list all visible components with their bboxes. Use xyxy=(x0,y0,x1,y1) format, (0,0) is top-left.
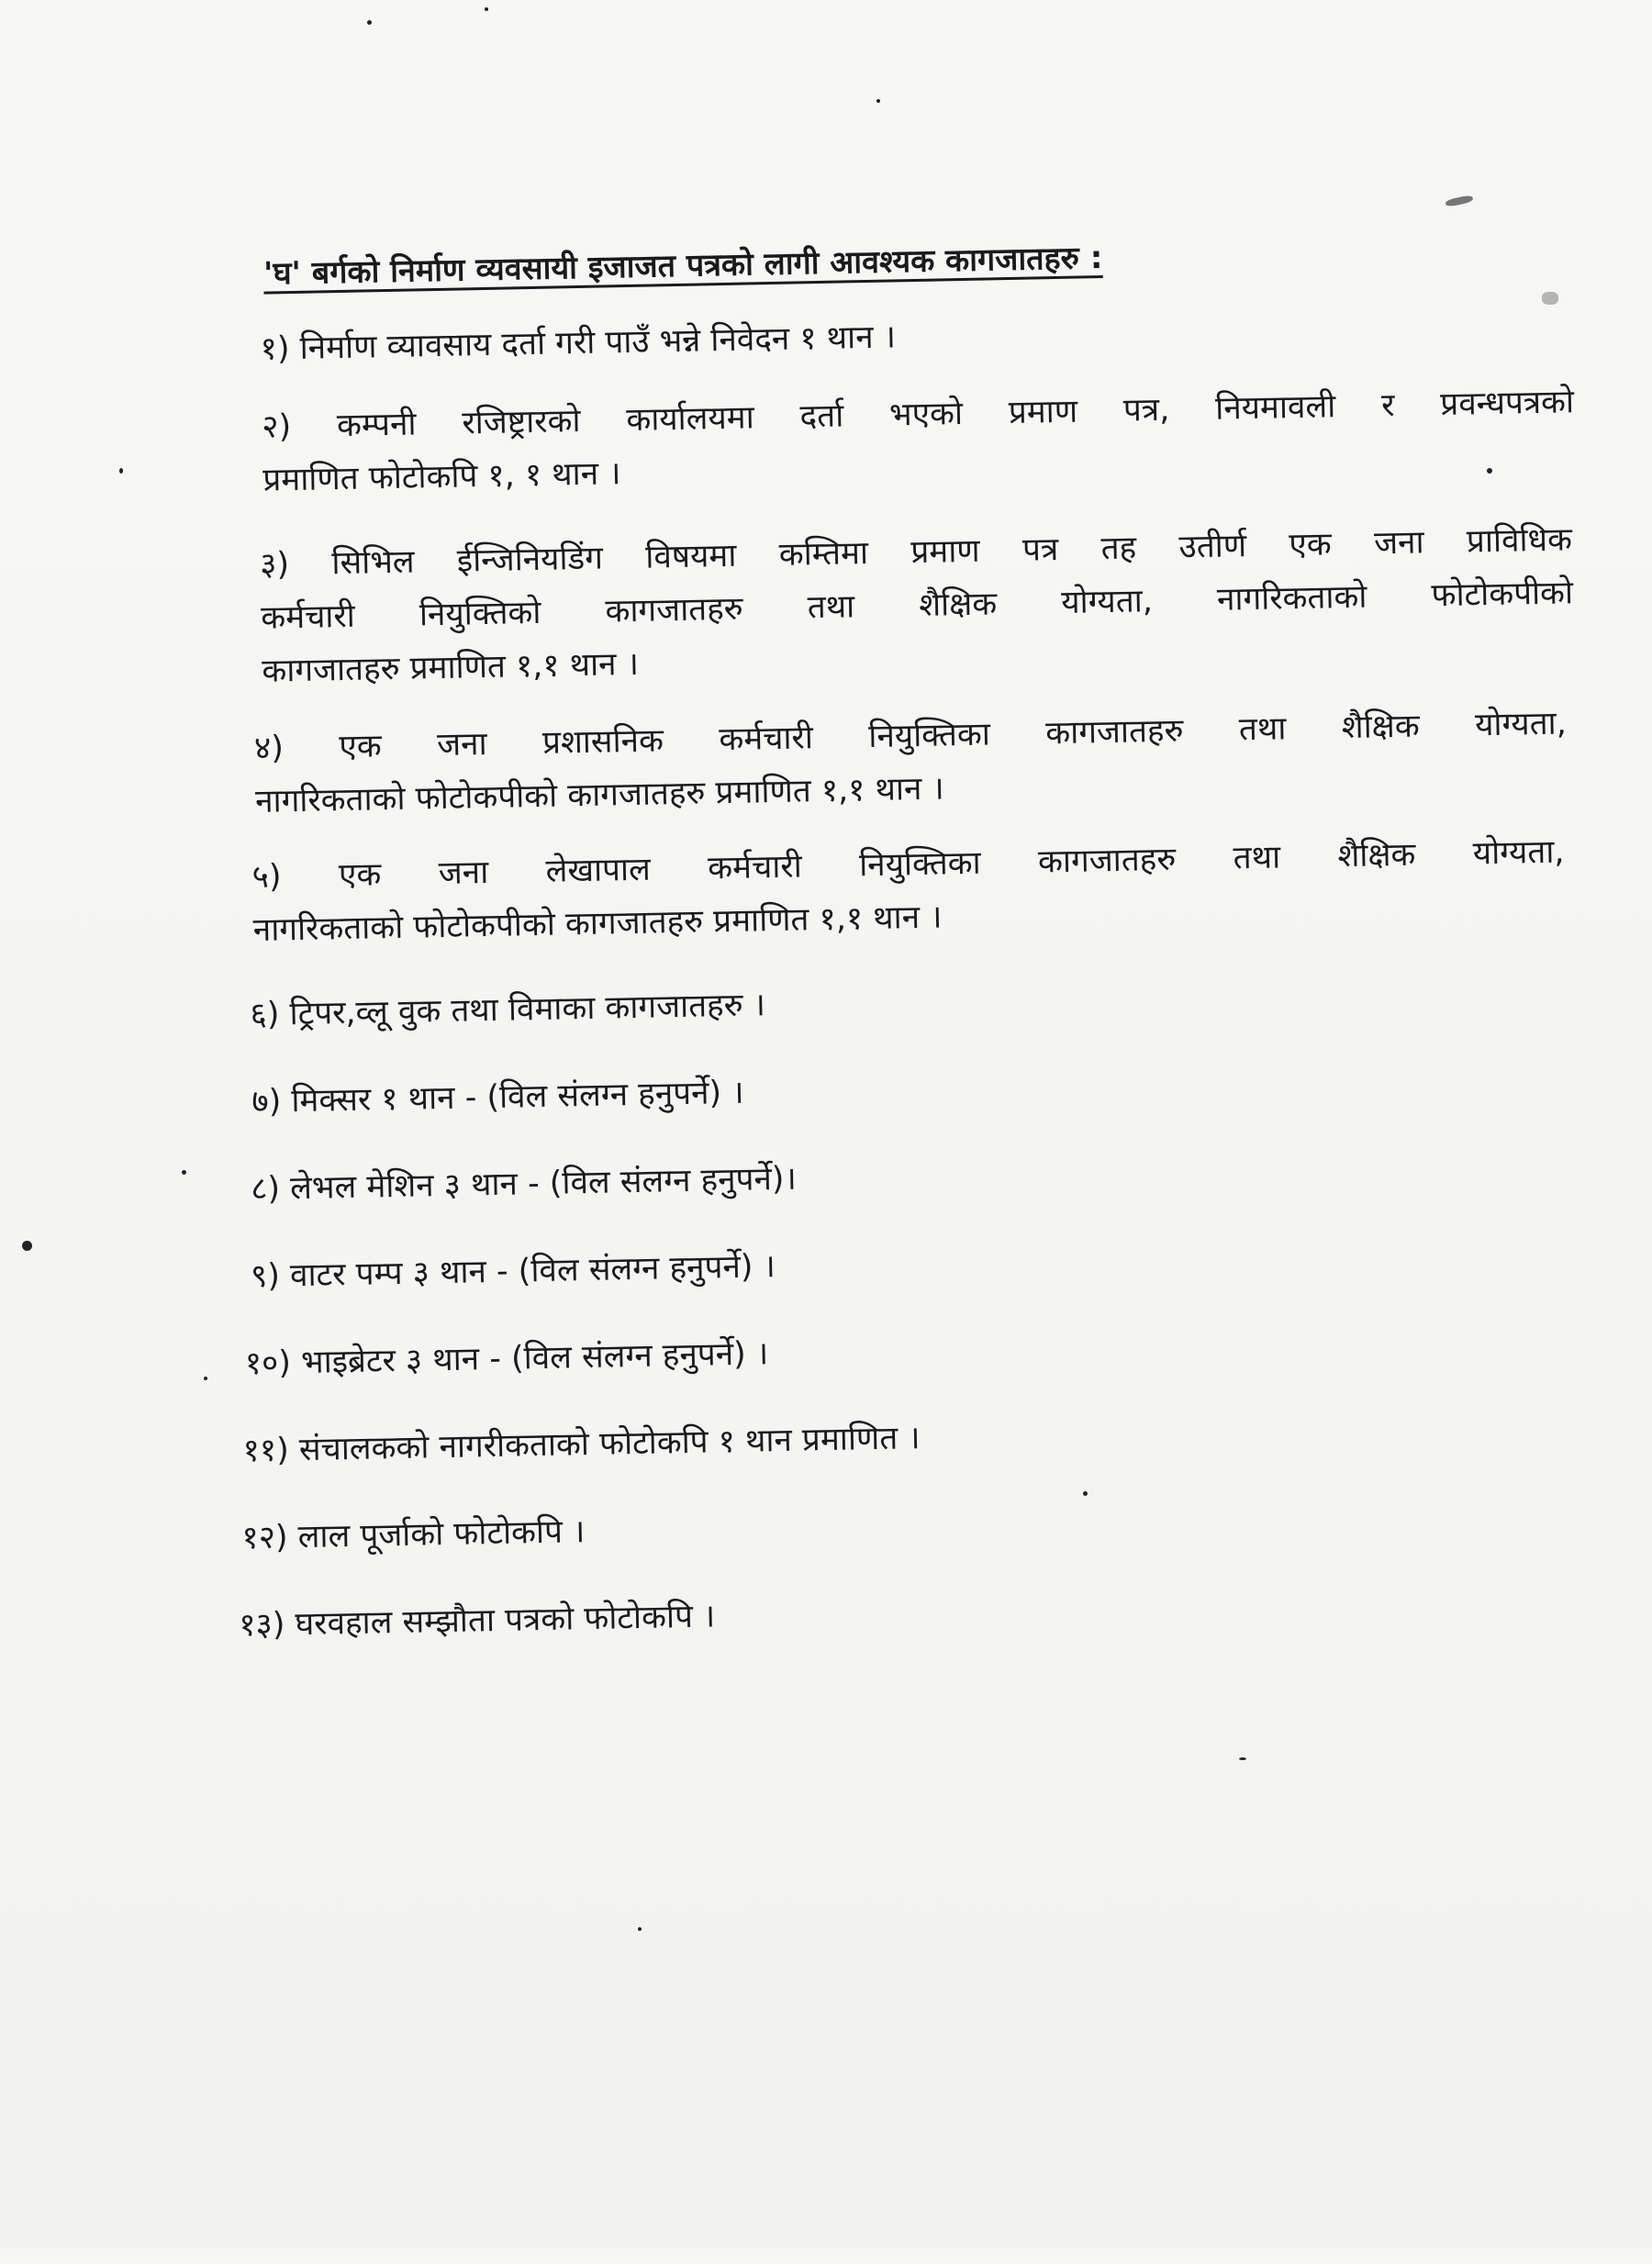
scan-speck xyxy=(182,1170,186,1175)
list-item-4 xyxy=(253,697,1568,828)
item-3-line-1: ३) सिभिल ईन्जिनियडिंग विषयमा कम्तिमा प्रमाण पत्र तह उतीर्ण एक जना प्राविधिक xyxy=(259,521,1573,584)
scan-speck xyxy=(485,7,488,11)
item-6-line-1: ६) ट्रिपर,व्लू वुक तथा विमाका कागजातहरु । xyxy=(250,987,766,1034)
scan-speck xyxy=(367,20,372,25)
list-item-12 xyxy=(241,1505,586,1565)
item-5-line-1: ५) एक जना लेखापाल कर्मचारी नियुक्तिका कागजातहरु तथा शैक्षिक योग्यता, xyxy=(251,833,1565,896)
document-title: 'घ' बर्गको निर्माण व्यवसायी इजाजत पत्रको लागी आवश्यक कागजातहरु : xyxy=(262,240,1103,293)
list-item-9 xyxy=(251,1240,776,1303)
scan-speck xyxy=(638,1927,642,1931)
scan-speck xyxy=(119,468,123,474)
list-item-7 xyxy=(251,1066,744,1129)
list-item-8 xyxy=(251,1153,798,1216)
item-1-line-1: १) निर्माण व्यावसाय दर्ता गरी पाउँ भन्ने निवेदन १ थान । xyxy=(260,318,897,368)
scan-speck xyxy=(22,1241,32,1251)
item-11-line-1: ११) संचालकको नागरीकताको फोटोकपि १ थान प्रमाणित । xyxy=(242,1420,921,1470)
item-4-line-1: ४) एक जना प्रशासनिक कर्मचारी नियुक्तिका कागजातहरु तथा शैक्षिक योग्यता, xyxy=(253,705,1568,767)
item-13-line-1: १३) घरवहाल सम्झौता पत्रको फोटोकपि । xyxy=(238,1598,716,1645)
list-item-5 xyxy=(251,826,1566,957)
scan-speck xyxy=(1239,1757,1246,1760)
item-9-line-1: ९) वाटर पम्प ३ थान - (विल संलग्न हनुपर्ने) । xyxy=(250,1248,776,1296)
scan-speck xyxy=(1083,1491,1088,1496)
item-5-line-2: नागरिकताको फोटोकपीको कागजातहरु प्रमाणित १,१ थान । xyxy=(252,898,943,949)
item-3-line-3: कागजातहरु प्रमाणित १,१ थान । xyxy=(262,645,640,690)
item-2-line-2: प्रमाणित फोटोकपि १, १ थान । xyxy=(262,455,621,499)
list-item-13 xyxy=(239,1589,716,1652)
list-item-3 xyxy=(260,513,1575,697)
list-item-10 xyxy=(244,1327,768,1390)
item-4-line-2: नागरिकताको फोटोकपीको कागजातहरु प्रमाणित १,१ थान । xyxy=(254,770,945,820)
item-2-line-1: २) कम्पनी रजिष्ट्रारको कार्यालयमा दर्ता भएको प्रमाण पत्र, नियमावली र प्रवन्धपत्रको xyxy=(261,384,1575,446)
scan-speck xyxy=(1487,468,1492,474)
item-10-line-1: १०) भाइब्रेटर ३ थान - (विल संलग्न हनुपर्ने) । xyxy=(244,1335,769,1383)
item-8-line-1: ८) लेभल मेशिन ३ थान - (विल संलग्न हनुपर्ने)। xyxy=(250,1160,798,1209)
scan-speck xyxy=(876,99,880,103)
list-item-1 xyxy=(260,310,896,375)
scan-smudge xyxy=(1542,292,1558,305)
list-item-2 xyxy=(262,375,1576,507)
item-7-line-1: ७) मिक्सर १ थान - (विल संलग्न हनुपर्ने) । xyxy=(251,1074,744,1121)
item-12-line-1: १२) लाल पूर्जाको फोटोकपि । xyxy=(241,1513,586,1557)
list-item-6 xyxy=(250,978,765,1042)
item-3-line-2: कर्मचारी नियुक्तिको कागजातहरु तथा शैक्षिक योग्यता, नागरिकताको फोटोकपीको xyxy=(260,574,1574,637)
list-item-11 xyxy=(242,1411,921,1478)
scan-speck xyxy=(204,1377,207,1380)
